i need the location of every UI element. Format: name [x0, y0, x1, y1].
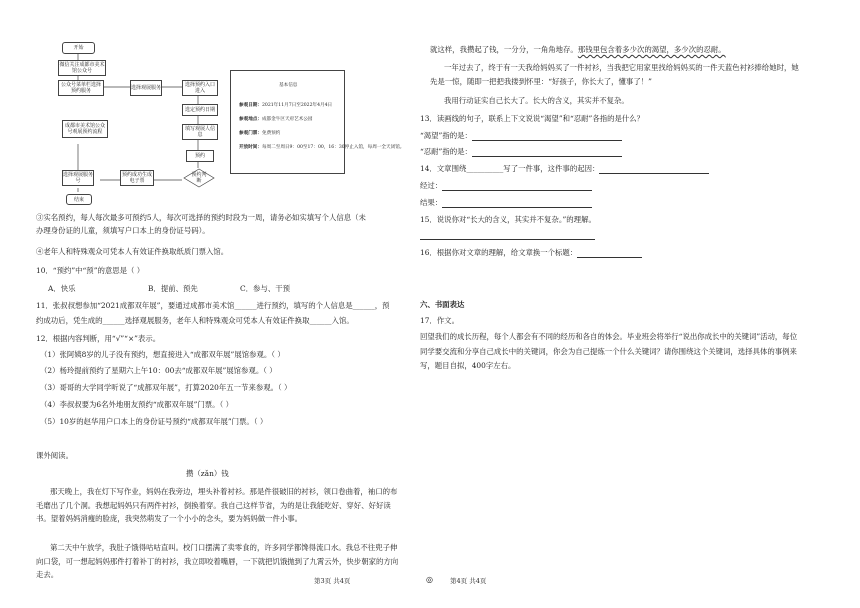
question-11b: 约成功后，凭生成的______选择观展服务，老年人和特殊观众可凭本人有效证件换取______入馆。 — [36, 316, 354, 325]
q12-item-4: （4）李叔叔要为6名外地朋友预约“成都双年展”门票。（ ） — [40, 400, 233, 409]
story-continuation — [430, 45, 726, 55]
right-page — [420, 0, 860, 608]
flow-account: 公众号菜单栏选择预约服务 — [58, 80, 104, 96]
q13-patience — [420, 147, 622, 157]
info-time — [239, 145, 405, 151]
q13-patience-label: “忍耐”指的是： — [420, 147, 472, 156]
info-box — [230, 70, 405, 174]
note-4: ④老年人和特殊观众可凭本人有效证件换取纸质门票入馆。 — [36, 247, 229, 256]
flow-generate: 预约成功生成电子票 — [121, 172, 152, 184]
info-place — [239, 117, 313, 123]
story-continuation-start: 就这样，我攒起了钱，一分分，一角角地存。 — [430, 45, 578, 54]
q13-longing — [420, 131, 622, 141]
story-paragraph-3: 一年过去了，终于有一天我给妈妈买了一件衬衫，当我把它用家里找给妈妈买的一件天蓝色衬衫捧给她时，她先是一惊，随即一把把我搂到怀里：“好孩子，你长大了，懂事了！” — [430, 63, 799, 86]
info-place-label: 参观地点： — [239, 117, 262, 122]
q14-result — [420, 198, 592, 208]
q10-option-b: B．提前、预先 — [148, 284, 198, 293]
binding-circle-icon: ◎ — [426, 575, 433, 584]
footer-left-page-number: 第3页 共4页 — [314, 577, 351, 585]
footer-right-page-number: 第4页 共4页 — [450, 577, 487, 585]
info-fee-value: 免费预约 — [261, 131, 281, 136]
q14-result-label: 结果： — [420, 198, 443, 207]
question-15: 15．说说你对“长大的含义，其实并不复杂。”的理解。 — [420, 215, 596, 224]
flow-follow: 微信关注成都市美术馆公众号 — [59, 62, 105, 74]
section-writing: 六、书面表达 — [420, 300, 465, 309]
question-13: 13．读画线的句子，联系上下文说说“渴望”和“忍耐”各指的是什么？ — [420, 114, 645, 123]
q10-option-a: A．快乐 — [48, 284, 76, 293]
question-12: 12．根据内容判断，用“√”“×”表示。 — [36, 334, 161, 343]
flow-end: 结束 — [66, 194, 92, 205]
flow-miniapp: 成都市美术馆公众号观展预约流程 — [62, 120, 108, 138]
flow-submit: 预约 — [186, 150, 214, 162]
section-reading: 课外阅读。 — [36, 451, 73, 460]
flow-choose-again: 选择观展服务号 — [63, 172, 94, 184]
q12-item-3: （3）哥哥的大学同学听说了“成都双年展”，打算2020年五一节来参观。（ ） — [40, 383, 292, 392]
flow-fill-date: 选定预约日期 — [182, 104, 218, 116]
question-17: 17．作文。 — [420, 316, 459, 325]
info-date-value: 2021年11月7日至2022年4月4日 — [261, 103, 333, 108]
essay-prompt: 回望我们的成长历程，每个人都会有不同的经历和各自的体会。毕业班会将举行“说出你成长中的关键词”活动，每位同学要交流和分享自己成长中的关键词，你会为自己提炼一个什么关键词？请你围绕这个关键词，选择具体的事例来写，题目自拟，400字左右。 — [420, 332, 798, 370]
q15-answer-line — [420, 230, 595, 240]
info-fee — [239, 131, 280, 137]
question-16 — [420, 248, 642, 258]
q13-longing-label: “渴望”指的是： — [420, 131, 472, 140]
note-3b: 办理身份证的儿童，须填写户口本上的身份证号码）。 — [36, 226, 210, 235]
story-title: 攒（zǎn）钱 — [186, 469, 229, 478]
flow-fill-info: 填写观展人信息 — [182, 124, 218, 140]
note-3a: ③实名预约，每人每次最多可预约5人，每次可选择的预约时段为一周，请务必如实填写个人信息（未 — [36, 213, 366, 222]
info-time-label: 开放时间： — [239, 145, 262, 150]
question-14 — [420, 164, 709, 174]
question-11a: 11．张叔叔想参加“2021成都双年展”，要通过成都市美术馆______进行预约，填写的个人信息是______，预 — [36, 301, 390, 310]
q12-item-2: （2）杨玲提前预约了星期六上午10：00去“成都双年展”展馆参观。（ ） — [40, 366, 277, 375]
flow-select-venue: 选择观展服务 — [130, 80, 162, 96]
q12-item-1: （1）张阿姨8岁的儿子没有预约，想直接进入“成都双年展”展馆参观。（ ） — [40, 350, 285, 359]
info-title: 基本信息 — [279, 83, 298, 88]
info-time-value: 每周二至周日9：00至17：00，16：30停止入馆，每周一全天闭馆。 — [261, 145, 405, 150]
story-paragraph-4: 我用行动证实自己长大了。长大的含义，其实并不复杂。 — [444, 96, 629, 105]
q14-label: 14．文章围绕__________写了一件事，这件事的起因： — [420, 164, 600, 173]
question-10: 10．“预约”中“预”的意思是（ ） — [36, 266, 145, 275]
q14-process — [420, 181, 592, 191]
flow-check: 预约判断 — [191, 172, 207, 184]
underlined-sentence: 那钱里包含着多少次的渴望，多少次的忍耐。 — [577, 45, 726, 54]
info-date-label: 参观日期： — [239, 103, 262, 108]
story-paragraph-1: 那天晚上，我在灯下写作业，妈妈在我旁边，埋头补着衬衫。那是件很破旧的衬衫，领口卷曲着，袖口的布毛磨出了几个洞。我想起妈妈只有两件衬衫，倒换着穿。我自己这样节省，为的是让我能吃好、穿好、好好读书。望着妈妈消瘦的脸庞，我突然萌发了一个小小的念头，要为妈妈做一件小事。 — [36, 487, 398, 523]
info-fee-label: 参观门票： — [239, 131, 262, 136]
q14-process-label: 经过： — [420, 181, 443, 190]
q10-option-c: C．参与、干预 — [240, 284, 290, 293]
flow-select-entry: 选择预约入口进入 — [182, 80, 218, 96]
q16-label: 16．根据你对文章的理解，给文章换一个标题： — [420, 248, 578, 257]
info-date — [239, 103, 332, 109]
story-paragraph-2: 第二天中午放学，我肚子饿得咕咕直叫。校门口摆满了卖零食的，许多同学都馋得流口水。我总不往兜子伸向口袋，可一想起妈妈那件打着补丁的衬衫，我立即咬着嘴唇，一下就把饥饿抛到了九霄云外，快步朝家的方向走去。 — [36, 543, 399, 579]
q12-item-5: （5）10岁的赵华用户口本上的身份证号预约“成都双年展”门票。（ ） — [40, 417, 268, 426]
info-place-value: 成都金牛区天府艺术公园 — [261, 117, 313, 122]
flow-start: 开始 — [62, 42, 95, 54]
